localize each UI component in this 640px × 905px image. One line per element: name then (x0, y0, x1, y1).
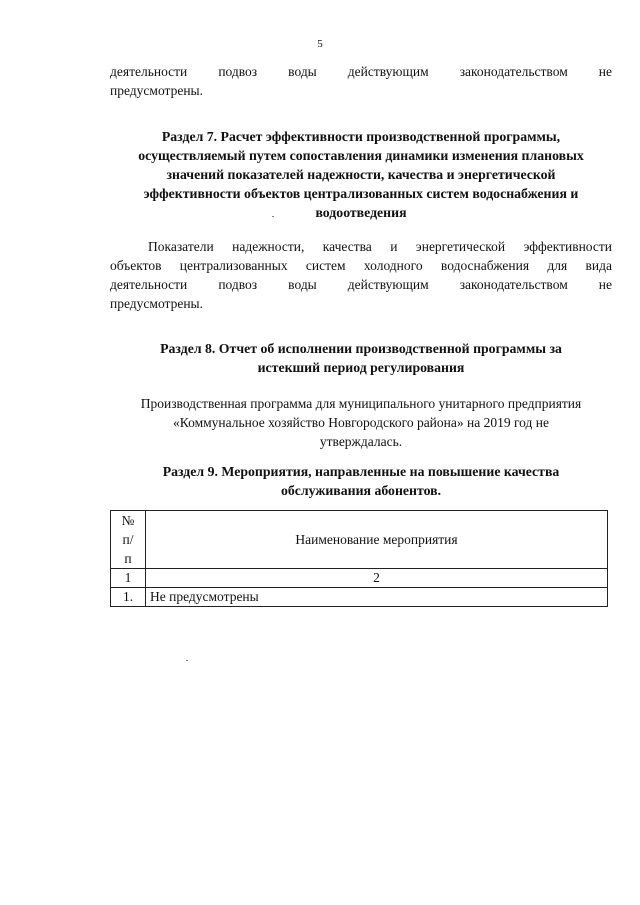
top-paragraph (110, 62, 612, 100)
measures-table (110, 510, 608, 607)
section-8-body (100, 394, 622, 451)
index-cell-1: 1 (111, 569, 146, 588)
section-7-heading (110, 127, 612, 222)
header-num-cell (111, 511, 146, 569)
section-7-body-line-3: деятельности подвоз воды действующим законодательством не (110, 277, 612, 292)
section-7-body-line-4: предусмотрены. (110, 296, 203, 311)
scan-speck (186, 660, 188, 661)
section-7-body-line-1: Показатели надежности, качества и энергетической эффективности (148, 239, 612, 254)
section-8-body-line-3: утверждалась. (319, 434, 403, 449)
section-7-heading-line-1: Раздел 7. Расчет эффективности производственной программы, (161, 129, 561, 144)
header-name-cell: Наименование мероприятия (146, 511, 608, 569)
section-7-heading-line-4: эффективности объектов централизованных систем водоснабжения и (143, 186, 579, 201)
section-8-heading (110, 339, 612, 377)
section-7-body (110, 237, 612, 313)
top-paragraph-line-2: предусмотрены. (110, 83, 203, 98)
section-8-body-line-1: Производственная программа для муниципального унитарного предприятия (140, 396, 582, 411)
scan-speck (272, 216, 274, 217)
table-header-row (111, 511, 608, 569)
section-9-heading (110, 462, 612, 500)
index-cell-2: 2 (146, 569, 608, 588)
section-8-heading-line-1: Раздел 8. Отчет об исполнении производственной программы за (160, 341, 562, 356)
header-num-line-1: № (121, 513, 135, 528)
section-8-body-line-2: «Коммунальное хозяйство Новгородского района» на 2019 год не (173, 415, 549, 430)
header-num-line-2: п/ (122, 532, 134, 547)
section-7-body-line-2: объектов централизованных систем холодного водоснабжения для вида (110, 258, 612, 273)
section-7-heading-line-3: значений показателей надежности, качества и энергетической (166, 167, 556, 182)
section-9-heading-line-2: обслуживания абонентов. (280, 483, 442, 498)
section-9-heading-line-1: Раздел 9. Мероприятия, направленные на повышение качества (162, 464, 560, 479)
page-number: 5 (317, 38, 323, 50)
row-num-cell: 1. (111, 588, 146, 607)
section-7-heading-line-2: осуществляемый путем сопоставления динамики изменения плановых (138, 148, 584, 163)
table-row (111, 588, 608, 607)
table-index-row (111, 569, 608, 588)
section-7-heading-line-5: водоотведения (315, 205, 407, 220)
header-num-line-3: п (124, 551, 132, 566)
top-paragraph-line-1: деятельности подвоз воды действующим законодательством не (110, 64, 612, 79)
section-8-heading-line-2: истекший период регулирования (257, 360, 465, 375)
row-name-cell: Не предусмотрены (146, 588, 608, 607)
